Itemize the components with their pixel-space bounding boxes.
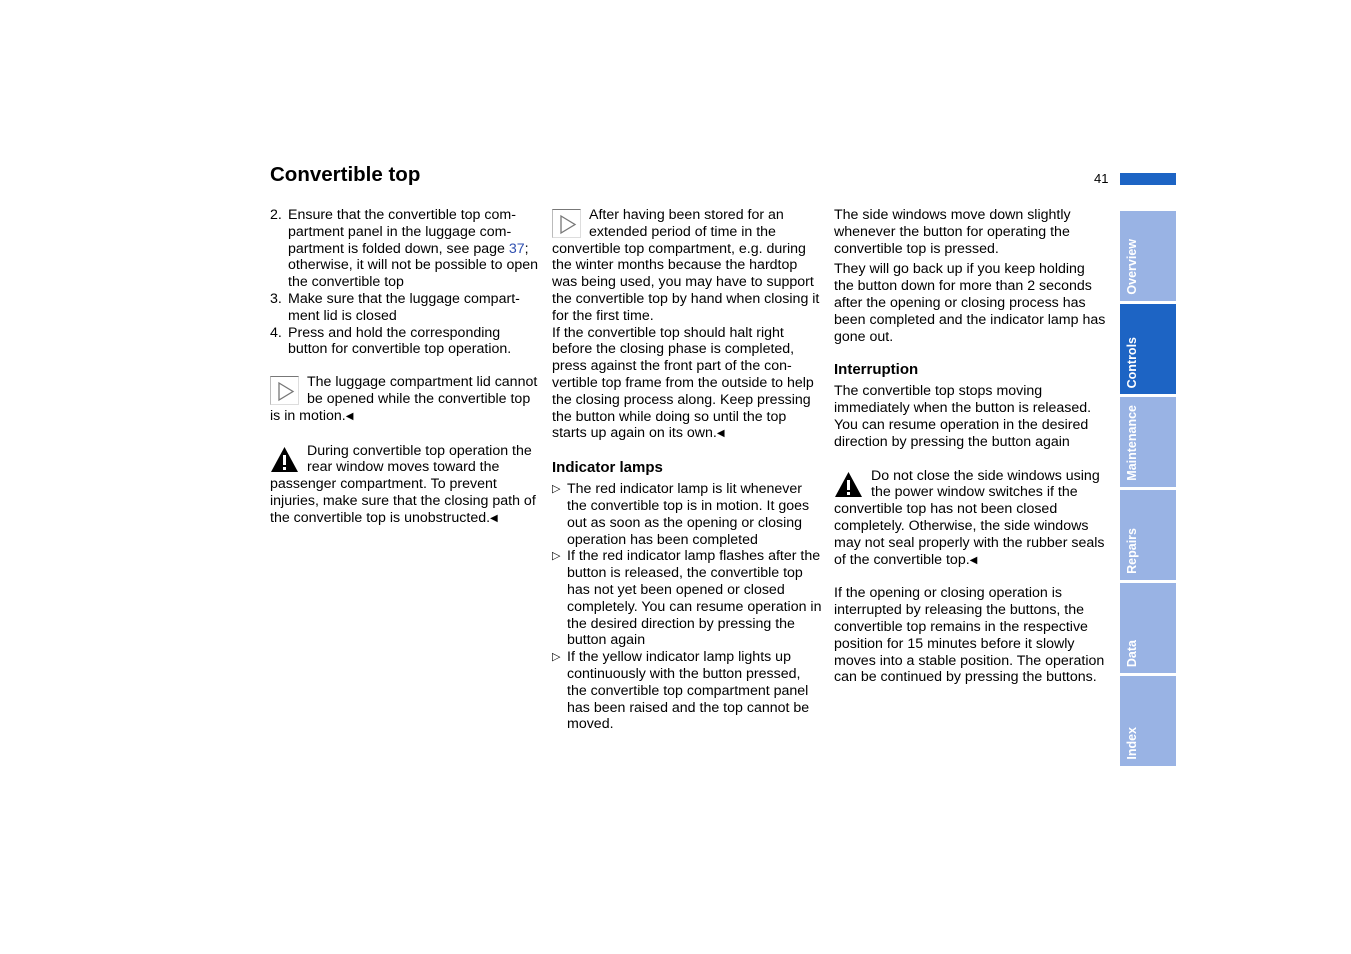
note-text: The luggage compartment lid cannot be opened while the convertible top is in motion. xyxy=(270,374,538,424)
tab-overview[interactable] xyxy=(1120,211,1176,301)
list-item-text: If the yellow indicator lamp lights up continuously with the button pressed, the convertible top compartment panel has been raised and the top cannot be moved. xyxy=(567,649,810,733)
warning-rear-window xyxy=(270,443,542,528)
tab-label: Index xyxy=(1125,727,1139,760)
end-mark-icon: ◀ xyxy=(345,410,354,422)
tab-label: Data xyxy=(1125,639,1139,667)
step-text: Make sure that the luggage compartment lid is closed xyxy=(288,290,520,324)
warning-icon xyxy=(270,445,299,474)
note-paragraph-2: If the convertible top should halt right before the closing phase is completed, press against the front part of the convertible top frame from the outside to help the closing process along. Keep pressing the button while doing so until the top starts up again on its own. xyxy=(552,324,814,442)
note-first-closing xyxy=(552,207,822,443)
page-title: Convertible top xyxy=(270,163,421,186)
tab-label: Controls xyxy=(1125,336,1139,388)
page-number-bar xyxy=(1120,173,1176,185)
bullet-triangle-icon: ▷ xyxy=(552,550,561,563)
step-number: 3. xyxy=(270,290,282,307)
tab-controls[interactable] xyxy=(1120,304,1176,394)
step-4 xyxy=(270,325,542,359)
step-3 xyxy=(270,291,542,325)
paragraph-go-back-up: They will go back up if you keep holding the button down for more than 2 seconds after the opening or closing process has been completed and the indicator lamp has gone out. xyxy=(834,261,1106,345)
warning-text: Do not close the side windows using the power window switches if the convertible top has not been closed completely. Otherwise, the side windows may not seal properly with the rubber seals of the convertible top. xyxy=(834,467,1105,568)
list-item-text: The red indicator lamp is lit whenever the convertible top is in motion. It goes out as soon as the opening or closing operation has been completed xyxy=(567,481,810,548)
note-luggage-lid xyxy=(270,374,542,425)
end-mark-icon: ◀ xyxy=(716,428,725,440)
list-item-text: If the red indicator lamp flashes after the button is released, the convertible top has not yet been opened or closed completely. You can resume operation in the desired direction by pressing the button again xyxy=(567,548,822,649)
bullet-triangle-icon: ▷ xyxy=(552,651,561,664)
step-2 xyxy=(270,207,542,291)
paragraph-interruption: The convertible top stops moving immediately when the button is released. You can resume operation in the desired direction by pressing the button again xyxy=(834,383,1092,450)
tab-label: Overview xyxy=(1125,239,1139,295)
note-paragraph-1: After having been stored for an extended period of time in the convertible top compartment, e.g. during the winter months because the hardtop was being used, you may have to support the convertible top by hand when closing it for the first time. xyxy=(552,207,820,324)
bullet-triangle-icon: ▷ xyxy=(552,483,561,496)
step-text-before: Ensure that the convertible top compartment panel in the luggage compartment is folded down, see page xyxy=(288,207,516,257)
page-number: 41 xyxy=(1094,171,1109,186)
step-text-after: ; otherwise, it will not be possible to open the convertible top xyxy=(288,240,538,291)
paragraph-15-minutes: If the opening or closing operation is interrupted by releasing the buttons, the convertible top remains in the respective position for 15 minutes before it slowly moves into a stable position. The operation can be continued by pressing the buttons. xyxy=(834,585,1105,686)
tab-label: Maintenance xyxy=(1125,405,1139,481)
end-mark-icon: ◀ xyxy=(490,512,498,524)
warning-text: During convertible top operation the rear window moves toward the passenger compartment. To prevent injuries, make sure that the closing path of the convertible top is unobstructed. xyxy=(270,442,536,526)
section-heading-interruption: Interruption xyxy=(834,361,919,379)
tab-index[interactable] xyxy=(1120,676,1176,766)
tab-label: Repairs xyxy=(1125,528,1139,574)
note-triangle-icon xyxy=(552,209,581,238)
page-link[interactable]: 37 xyxy=(508,240,525,257)
step-text xyxy=(288,207,542,291)
tab-maintenance[interactable] xyxy=(1120,397,1176,487)
tab-repairs[interactable] xyxy=(1120,490,1176,580)
column-left xyxy=(270,207,542,528)
list-item xyxy=(552,649,822,733)
warning-side-windows xyxy=(834,468,1106,570)
column-right xyxy=(834,207,1106,686)
step-number: 4. xyxy=(270,324,282,341)
warning-icon xyxy=(834,470,863,499)
step-text: Press and hold the corresponding button for convertible top operation. xyxy=(288,324,512,358)
chapter-tabs xyxy=(1120,211,1176,769)
note-triangle-icon xyxy=(270,376,299,405)
column-middle xyxy=(552,207,822,733)
end-mark-icon: ◀ xyxy=(969,554,978,566)
tab-data[interactable] xyxy=(1120,583,1176,673)
step-number: 2. xyxy=(270,207,282,223)
list-item xyxy=(552,548,822,649)
paragraph-side-windows: The side windows move down slightly whenever the button for operating the convertible top is pressed. xyxy=(834,207,1071,257)
section-heading-indicator-lamps: Indicator lamps xyxy=(552,459,663,477)
list-item xyxy=(552,481,822,548)
